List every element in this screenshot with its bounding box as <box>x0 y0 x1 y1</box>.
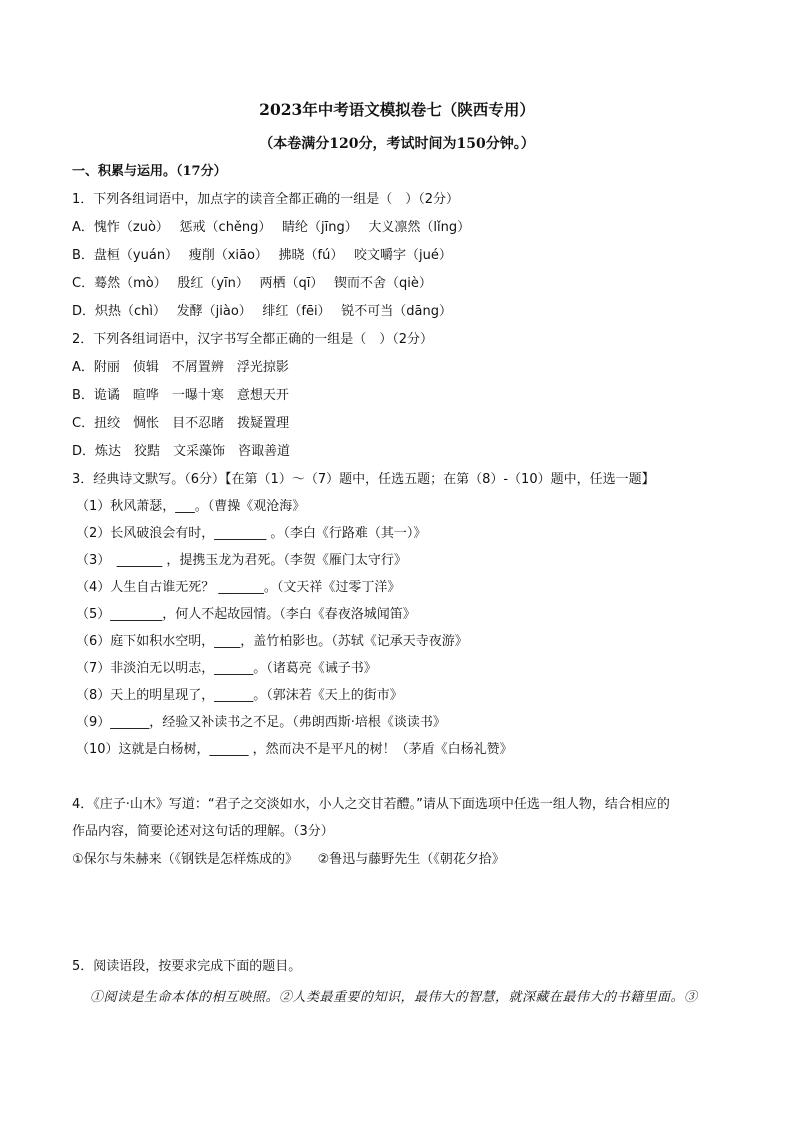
q4-options: ①保尔与朱赫来（《钢铁是怎样炼成的》 ②鲁迅与藤野先生（《朝花夕拾》 <box>72 852 505 867</box>
q3-item-7: （7）非淡泊无以明志，______。（诸葛亮《诫子书》 <box>76 661 377 676</box>
q2-option-b: B．诡谲 暄哗 一曝十寒 意想天开 <box>72 388 289 403</box>
q3-item-4: （4）人生自古谁无死？ _______。（文天祥《过零丁洋》 <box>76 580 401 595</box>
q4-stem-line2: 作品内容，简要论述对这句话的理解。（3分） <box>72 824 334 839</box>
q5-passage: ①阅读是生命本体的相互映照。②人类最重要的知识，最伟大的智慧，就深藏在最伟大的书籍里面。③ <box>90 990 698 1005</box>
exam-title: 2023年中考语文模拟卷七（陕西专用） <box>259 100 535 119</box>
q1-option-c: C．蓦然（mò） 殷红（yīn） 两栖（qī） 锲而不舍（qiè） <box>72 276 432 291</box>
q4-stem-line1: 4．《庄子·山木》写道：“君子之交淡如水，小人之交甘若醴。”请从下面选项中任选一组人物，结合相应的 <box>72 797 670 812</box>
q3-item-9: （9）______，经验又补读书之不足。（弗朗西斯·培根《谈读书》 <box>76 715 446 730</box>
q3-item-5: （5）________，何人不起故园情。（李白《春夜洛城闻笛》 <box>76 607 416 622</box>
q1-option-d: D．炽热（chì） 发酵（jiào） 绯红（fēi） 锐不可当（dāng） <box>72 304 452 319</box>
q3-item-3: （3） _______ ，提携玉龙为君死。（李贺《雁门太守行》 <box>76 553 407 568</box>
q2-stem: 2．下列各组词语中，汉字书写全都正确的一组是（ ）（2分） <box>72 332 434 347</box>
q1-option-b: B．盘桓（yuán） 瘦削（xiāo） 拂晓（fú） 咬文嚼字（jué） <box>72 248 452 263</box>
q1-option-a: A．愧怍（zuò） 惩戒（chěng） 睛纶（jīng） 大义凛然（lǐng） <box>72 220 471 235</box>
exam-subtitle: （本卷满分120分，考试时间为150分钟。） <box>259 136 535 152</box>
q2-option-a: A．附丽 侦辑 不屑置辨 浮光掠影 <box>72 360 289 375</box>
q2-option-d: D．炼达 狡黠 文采藻饰 咨诹善道 <box>72 444 291 459</box>
q2-option-c: C．扭绞 惆怅 目不忍睹 拨疑置理 <box>72 416 290 431</box>
q3-item-10: （10）这就是白杨树，______ ，然而决不是平凡的树！（茅盾《白杨礼赞》 <box>76 742 513 757</box>
q5-stem: 5．阅读语段，按要求完成下面的题目。 <box>72 959 302 974</box>
q3-stem: 3．经典诗文默写。（6分）【在第（1）～（7）题中，任选五题；在第（8）-（10）题中，任选一题】 <box>72 472 655 487</box>
q3-item-2: （2）长风破浪会有时，________ 。（李白《行路难（其一）》 <box>76 526 427 541</box>
q3-item-6: （6）庭下如积水空明，____，盖竹柏影也。（苏轼《记承天寺夜游》 <box>76 634 468 649</box>
section-heading: 一、积累与运用。（17分） <box>72 164 227 179</box>
q3-item-8: （8）天上的明星现了，______。（郭沫若《天上的街市》 <box>76 688 403 703</box>
q1-stem: 1．下列各组词语中，加点字的读音全都正确的一组是（ ）（2分） <box>72 192 460 207</box>
q3-item-1: （1）秋风萧瑟，___。（曹操《观沧海》 <box>76 499 306 514</box>
